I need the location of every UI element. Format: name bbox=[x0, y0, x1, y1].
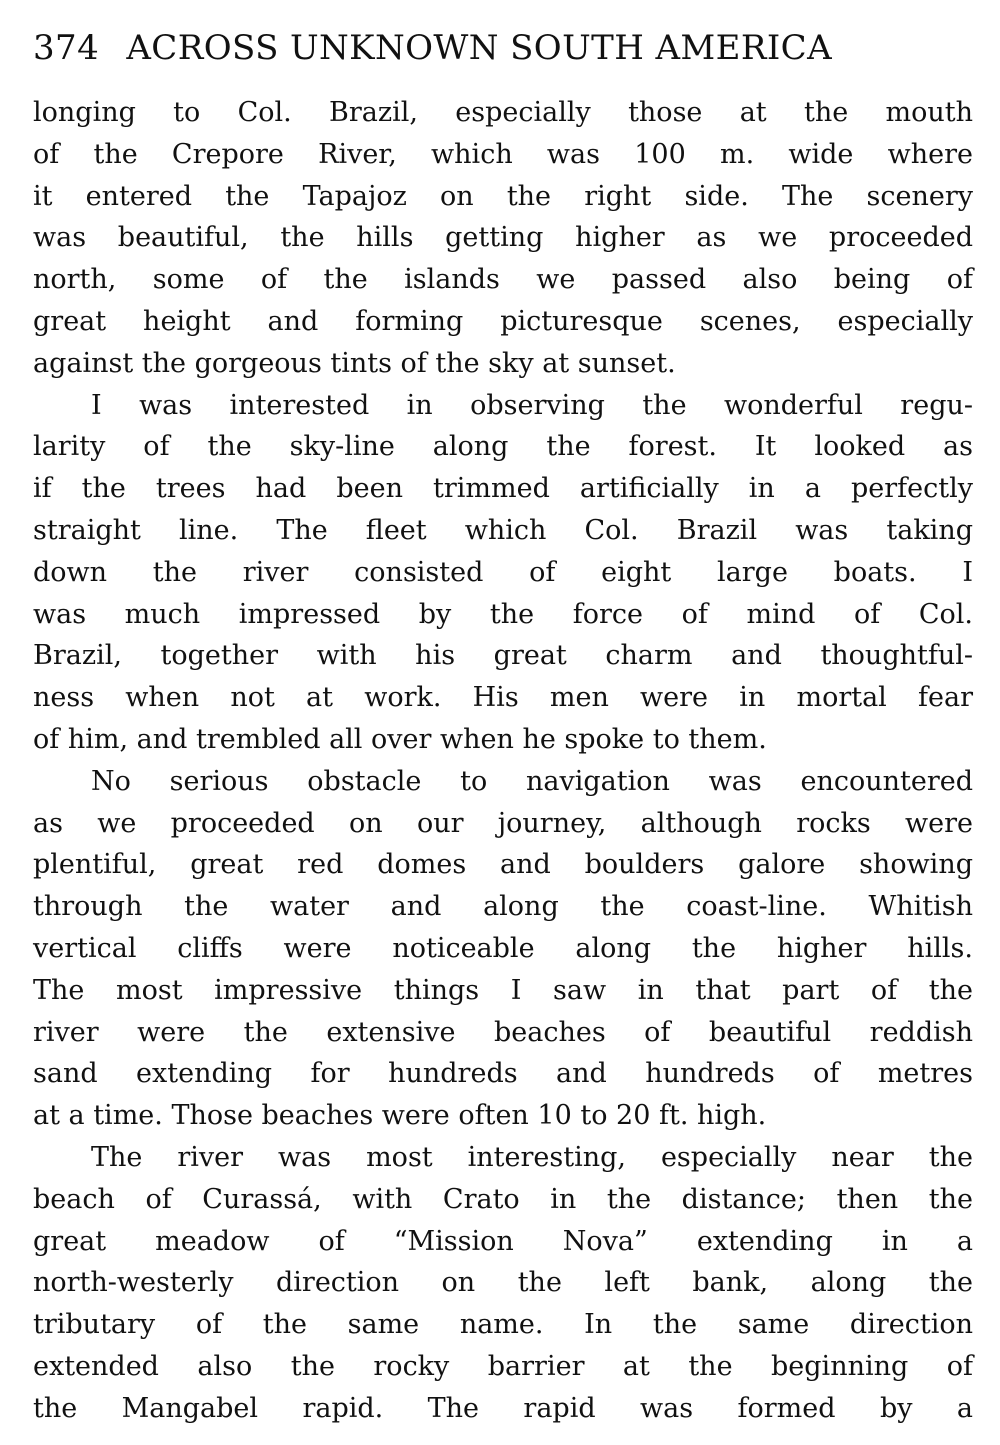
text-line: as we proceeded on our journey, although rocks were bbox=[33, 807, 973, 839]
text-line: north-westerly direction on the left bank, along the bbox=[33, 1267, 973, 1299]
text-line: Brazil, together with his great charm and thoughtful- bbox=[33, 640, 973, 672]
text-line: of the Crepore River, which was 100 m. wide where bbox=[33, 138, 973, 170]
text-line: No serious obstacle to navigation was encountered bbox=[91, 765, 973, 797]
text-line: it entered the Tapajoz on the right side. The scenery bbox=[33, 180, 973, 212]
page-number: 374 bbox=[33, 28, 100, 68]
text-line: vertical cliffs were noticeable along the higher hills. bbox=[33, 932, 973, 964]
paragraph-4 bbox=[33, 1137, 973, 1430]
text-line: at a time. Those beaches were often 10 to 20 ft. high. bbox=[33, 1100, 767, 1132]
text-line: plentiful, great red domes and boulders galore showing bbox=[33, 849, 973, 881]
text-line: longing to Col. Brazil, especially those at the mouth bbox=[33, 97, 973, 128]
text-line: larity of the sky-line along the forest. It looked as bbox=[33, 431, 973, 463]
text-line: tributary of the same name. In the same direction bbox=[33, 1309, 973, 1341]
text-line: beach of Curassá, with Crato in the distance; then the bbox=[33, 1183, 973, 1215]
text-line: through the water and along the coast-line. Whitish bbox=[33, 891, 973, 923]
text-line: north, some of the islands we passed also being of bbox=[33, 264, 973, 296]
page-header bbox=[33, 22, 973, 74]
body-text bbox=[33, 92, 973, 1430]
text-line: great height and forming picturesque scenes, especially bbox=[33, 305, 973, 337]
text-line: if the trees had been trimmed artificially in a perfectly bbox=[33, 473, 973, 505]
paragraph-2 bbox=[33, 385, 973, 761]
book-page bbox=[33, 22, 973, 1430]
text-line: down the river consisted of eight large boats. I bbox=[33, 556, 973, 588]
text-line: ness when not at work. His men were in mortal fear bbox=[33, 682, 973, 714]
text-line: of him, and trembled all over when he spoke to them. bbox=[33, 723, 767, 755]
paragraph-3 bbox=[33, 761, 973, 1137]
text-line: The river was most interesting, especially near the bbox=[91, 1141, 973, 1173]
text-line: The most impressive things I saw in that part of the bbox=[33, 974, 973, 1006]
text-line: sand extending for hundreds and hundreds of metres bbox=[33, 1058, 973, 1090]
text-line: straight line. The fleet which Col. Brazil was taking bbox=[33, 514, 973, 546]
text-line: great meadow of “Mission Nova” extending in a bbox=[33, 1225, 973, 1257]
text-line: against the gorgeous tints of the sky at sunset. bbox=[33, 347, 676, 379]
paragraph-1 bbox=[33, 92, 973, 385]
text-line: was much impressed by the force of mind of Col. bbox=[33, 598, 973, 630]
text-line: I was interested in observing the wonderful regu- bbox=[91, 389, 973, 421]
text-line: was beautiful, the hills getting higher as we proceeded bbox=[33, 222, 973, 254]
text-line: river were the extensive beaches of beautiful reddish bbox=[33, 1016, 973, 1048]
running-title: ACROSS UNKNOWN SOUTH AMERICA bbox=[126, 28, 833, 68]
text-line: the Mangabel rapid. The rapid was formed by a bbox=[33, 1392, 973, 1424]
text-line: extended also the rocky barrier at the beginning of bbox=[33, 1350, 973, 1382]
